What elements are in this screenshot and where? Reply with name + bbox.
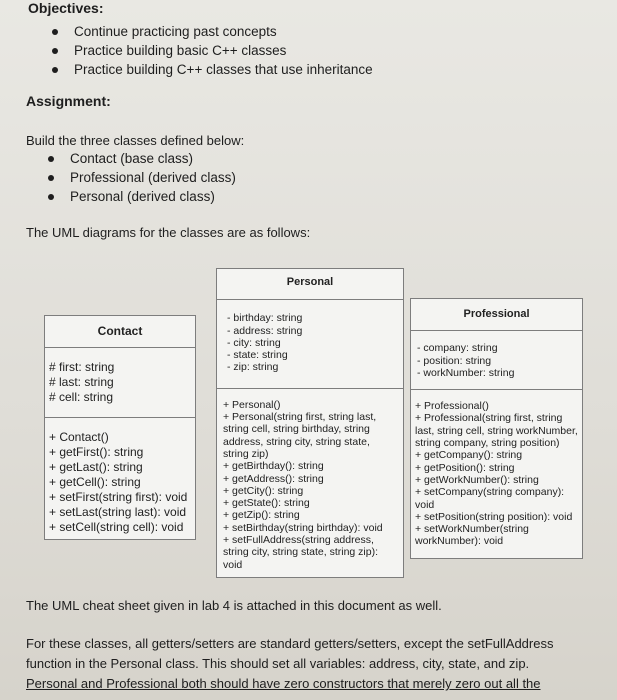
uml-personal (216, 268, 404, 578)
uml-method: last, string cell, string workNumber, (415, 424, 578, 437)
uml-professional-methods (411, 390, 582, 558)
uml-professional-attributes (411, 331, 582, 390)
uml-professional (410, 298, 583, 559)
uml-attribute: # cell: string (49, 390, 114, 404)
uml-method: + getCell(): string (49, 475, 141, 489)
uml-method: + getFirst(): string (49, 445, 144, 459)
uml-method: + getPosition(): string (415, 461, 515, 474)
uml-personal-title: Personal (217, 269, 403, 300)
uml-attribute: - position: string (417, 354, 492, 367)
uml-method: + getCompany(): string (415, 449, 523, 462)
uml-method: + Contact() (49, 430, 109, 444)
uml-method: + setLast(string last): void (49, 505, 187, 519)
uml-method: + getCity(): string (223, 484, 304, 497)
uml-method: + getWorkNumber(): string (415, 473, 539, 486)
class-list (40, 149, 236, 206)
uml-attribute: - state: string (227, 349, 288, 362)
uml-method: void (223, 558, 243, 571)
uml-method: + Personal() (223, 398, 281, 411)
uml-attribute: # last: string (49, 375, 114, 389)
body-line-1: For these classes, all getters/setters are standard getters/setters, except the setFullAddress (26, 636, 554, 651)
uml-personal-methods (217, 389, 403, 577)
list-item: Practice building C++ classes that use inheritance (44, 60, 373, 79)
uml-method: + setPosition(string position): void (415, 510, 573, 523)
body-line-2: function in the Personal class. This should set all variables: address, city, state, and zip. (26, 656, 530, 671)
list-item: Practice building basic C++ classes (44, 41, 373, 60)
uml-method: workNumber): void (415, 535, 504, 548)
assignment-heading: Assignment: (26, 93, 111, 109)
objectives-heading: Objectives: (28, 0, 104, 16)
uml-method: + setBirthday(string birthday): void (223, 521, 383, 534)
uml-method: + setFullAddress(string address, (223, 534, 374, 547)
uml-method: + getZip(): string (223, 509, 300, 522)
uml-contact-title: Contact (45, 316, 195, 348)
uml-attribute: - address: string (227, 324, 303, 337)
cheat-sheet-note: The UML cheat sheet given in lab 4 is attached in this document as well. (26, 598, 442, 613)
uml-contact-methods (45, 418, 195, 539)
assignment-intro: Build the three classes defined below: (26, 133, 245, 148)
body-line-3: Personal and Professional both should have zero constructors that merely zero out all the (26, 676, 541, 691)
uml-attribute: - company: string (417, 342, 498, 355)
uml-method: + getBirthday(): string (223, 460, 324, 473)
uml-method: string city, string state, string zip): (223, 546, 379, 559)
uml-method: + setWorkNumber(string (415, 523, 529, 536)
uml-attribute: - zip: string (227, 361, 279, 374)
uml-contact (44, 315, 196, 540)
uml-method: + setCell(string cell): void (49, 520, 184, 534)
uml-method: + setFirst(string first): void (49, 490, 188, 504)
uml-attribute: - city: string (227, 336, 281, 349)
objectives-list (44, 22, 373, 79)
uml-method: address, string city, string state, (223, 435, 370, 448)
uml-contact-attributes (45, 348, 195, 418)
uml-method: + getLast(): string (49, 460, 143, 474)
list-item: Contact (base class) (40, 149, 236, 168)
uml-attribute: # first: string (49, 360, 115, 374)
uml-method: + Professional(string first, string (415, 412, 563, 425)
list-item: Continue practicing past concepts (44, 22, 373, 41)
uml-method: + getState(): string (223, 497, 310, 510)
uml-method: string company, string position) (415, 437, 560, 450)
uml-attribute: - workNumber: string (417, 366, 515, 379)
uml-attribute: - birthday: string (227, 312, 303, 325)
uml-method: + Professional() (415, 400, 489, 413)
uml-personal-attributes (217, 300, 403, 388)
list-item: Personal (derived class) (40, 187, 236, 206)
list-item: Professional (derived class) (40, 168, 236, 187)
uml-method: void (415, 498, 435, 511)
uml-professional-title: Professional (411, 299, 582, 331)
uml-method: string cell, string birthday, string (223, 423, 370, 436)
uml-method: string zip) (223, 447, 269, 460)
uml-method: + setCompany(string company): (415, 486, 565, 499)
uml-intro: The UML diagrams for the classes are as follows: (26, 225, 311, 240)
uml-method: + Personal(string first, string last, (223, 411, 377, 424)
uml-method: + getAddress(): string (223, 472, 324, 485)
